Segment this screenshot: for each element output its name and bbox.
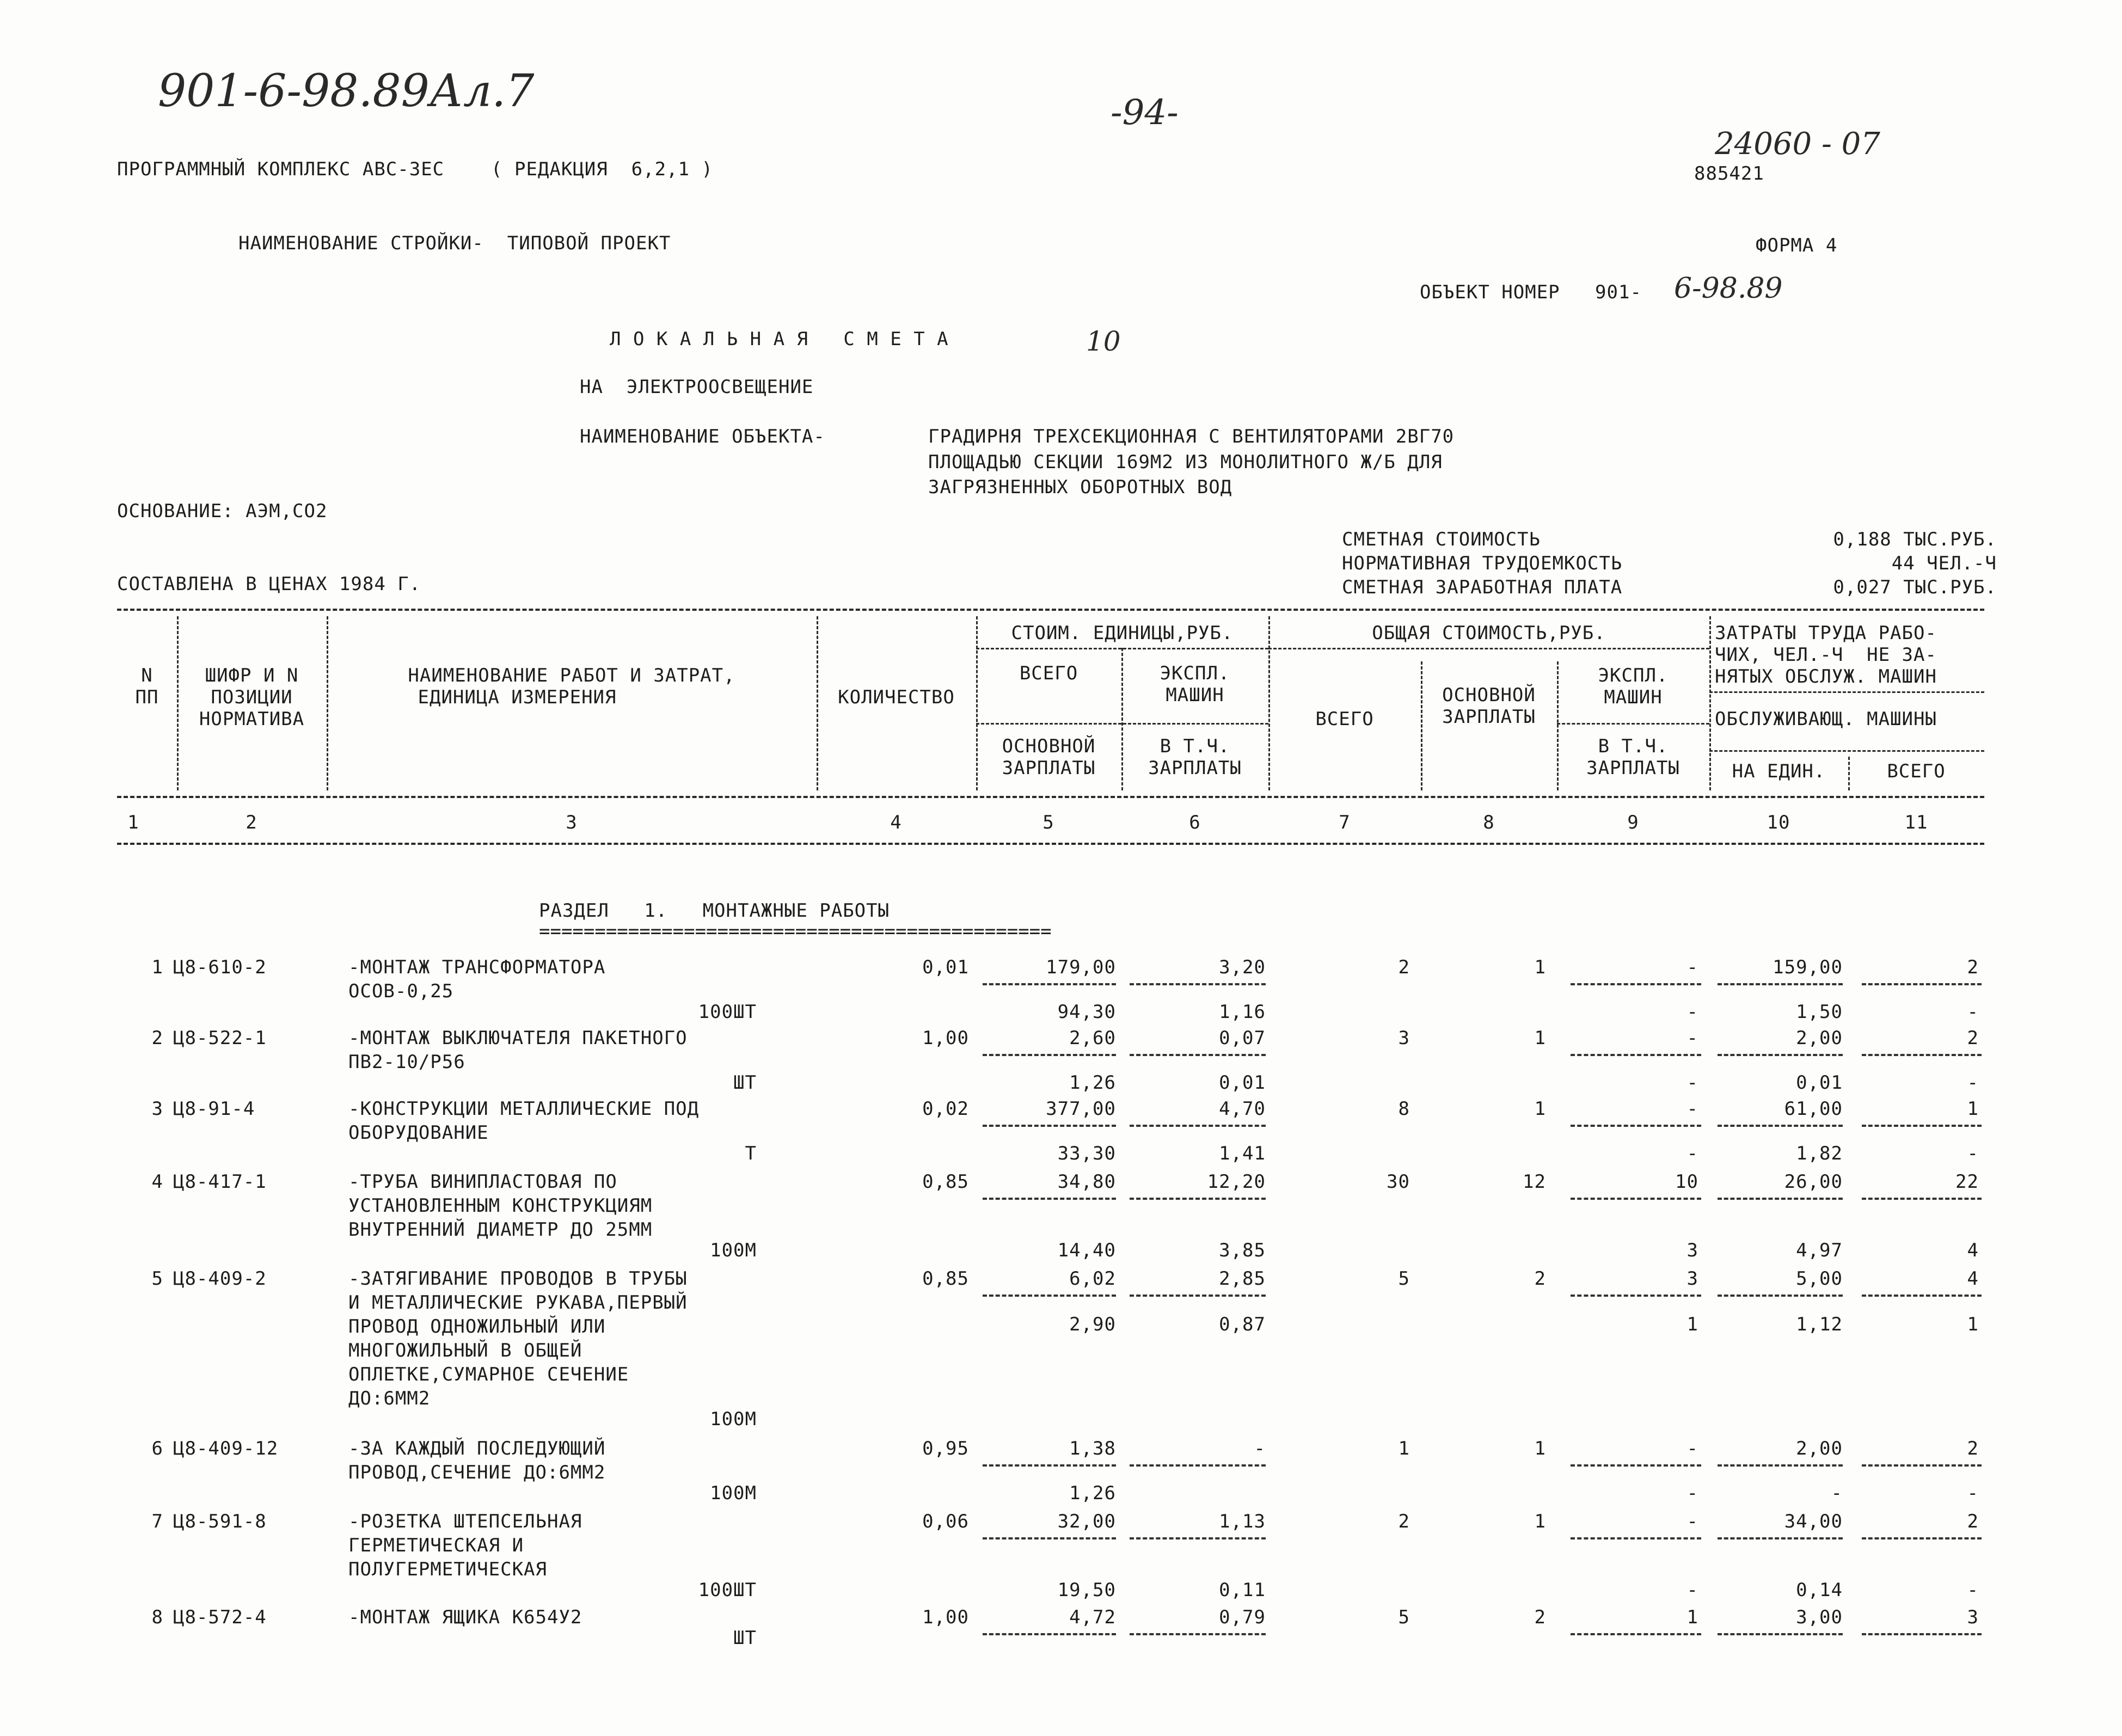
row-quantity: 0,85 — [922, 1171, 969, 1193]
row-labor-unit: 2,00 — [1796, 1438, 1843, 1459]
col4-header: КОЛИЧЕСТВО — [838, 686, 955, 708]
column-number: 8 — [1483, 812, 1495, 833]
cell-underline — [1718, 1295, 1843, 1297]
row-name-line: ОПЛЕТКЕ,СУМАРНОЕ СЕЧЕНИЕ — [348, 1364, 629, 1385]
row-code: Ц8-591-8 — [173, 1511, 267, 1532]
row-unit-wage: 2,90 — [1069, 1314, 1116, 1335]
unit-mach-wage-header-1: В Т.Ч. — [1160, 735, 1230, 757]
row-labor-machines-unit: 0,01 — [1796, 1072, 1843, 1094]
row-unit: Т — [745, 1143, 757, 1164]
row-total-mach-wage: - — [1686, 1143, 1698, 1164]
row-total-all: 3 — [1398, 1027, 1410, 1049]
unit-cost-header: СТОИМ. ЕДИНИЦЫ,РУБ. — [1011, 622, 1234, 644]
program-line: ПРОГРАММНЫЙ КОМПЛЕКС АВС-3ЕС ( РЕДАКЦИЯ 6,2,1 ) — [117, 158, 713, 180]
cell-underline — [983, 1464, 1116, 1467]
row-code: Ц8-417-1 — [173, 1171, 267, 1193]
cell-underline — [1130, 1295, 1266, 1297]
row-labor-unit: 2,00 — [1796, 1027, 1843, 1049]
row-unit-machines: 2,85 — [1219, 1268, 1266, 1290]
column-number: 7 — [1339, 812, 1351, 833]
handwritten-project-code: 901-6-98.89Ал.7 — [158, 65, 535, 117]
row-total-all: 5 — [1398, 1268, 1410, 1290]
section-underline: ============================================== — [539, 921, 1052, 942]
column-number: 9 — [1627, 812, 1639, 833]
handwritten-object-suffix: 6-98.89 — [1674, 272, 1783, 305]
row-total-machines: - — [1686, 1027, 1698, 1049]
row-name-line: ПРОВОД,СЕЧЕНИЕ ДО:6ММ2 — [348, 1462, 606, 1483]
cell-underline — [1571, 1633, 1701, 1635]
row-unit-wage: 19,50 — [1057, 1579, 1116, 1601]
row-unit-machines: 1,13 — [1219, 1511, 1266, 1532]
object-name-line-2: ПЛОЩАДЬЮ СЕКЦИИ 169М2 ИЗ МОНОЛИТНОГО Ж/Б ДЛЯ — [928, 451, 1443, 473]
cell-underline — [1718, 1125, 1843, 1127]
row-unit-mach-wage: 3,85 — [1219, 1240, 1266, 1261]
cell-underline — [1862, 1537, 1982, 1539]
summary-label-cost: СМЕТНАЯ СТОИМОСТЬ — [1342, 529, 1541, 550]
row-labor-total: 2 — [1967, 1027, 1979, 1049]
row-name-line: ПРОВОД ОДНОЖИЛЬНЫЙ ИЛИ — [348, 1316, 606, 1338]
tot-mach-header-2: МАШИН — [1604, 686, 1663, 708]
row-code: Ц8-610-2 — [173, 956, 267, 978]
row-name-line: ПОЛУГЕРМЕТИЧЕСКАЯ — [348, 1559, 547, 1580]
cell-underline — [1571, 983, 1701, 985]
header-divider — [1268, 648, 1709, 649]
row-labor-machines-total: - — [1967, 1143, 1979, 1164]
document-title: Л О К А Л Ь Н А Я С М Е Т А — [610, 328, 949, 350]
row-unit-total: 2,60 — [1069, 1027, 1116, 1049]
row-total-all: 30 — [1387, 1171, 1410, 1193]
row-total-machines: 10 — [1675, 1171, 1698, 1193]
row-name-line: -ЗАТЯГИВАНИЕ ПРОВОДОВ В ТРУБЫ — [348, 1268, 688, 1290]
row-code: Ц8-522-1 — [173, 1027, 267, 1049]
cell-underline — [1718, 1633, 1843, 1635]
column-number: 2 — [246, 812, 257, 833]
row-unit-machines: 12,20 — [1207, 1171, 1266, 1193]
row-unit-total: 179,00 — [1046, 956, 1116, 978]
program-code: 885421 — [1694, 163, 1764, 185]
row-total-all: 2 — [1398, 956, 1410, 978]
row-labor-machines-unit: 0,14 — [1796, 1579, 1843, 1601]
tot-wage-header-1: ОСНОВНОЙ — [1442, 684, 1536, 706]
section-title: РАЗДЕЛ 1. МОНТАЖНЫЕ РАБОТЫ — [539, 900, 890, 922]
row-number: 8 — [151, 1606, 163, 1628]
cell-underline — [1862, 1054, 1982, 1056]
row-total-wage: 1 — [1534, 1027, 1546, 1049]
row-labor-machines-total: - — [1967, 1579, 1979, 1601]
object-name-line-1: ГРАДИРНЯ ТРЕХСЕКЦИОННАЯ С ВЕНТИЛЯТОРАМИ 2ВГ70 — [928, 426, 1455, 447]
row-total-mach-wage: - — [1686, 1579, 1698, 1601]
row-code: Ц8-572-4 — [173, 1606, 267, 1628]
row-quantity: 0,85 — [922, 1268, 969, 1290]
row-labor-machines-unit: 1,82 — [1796, 1143, 1843, 1164]
row-name-line: -МОНТАЖ ТРАНСФОРМАТОРА — [348, 956, 606, 978]
row-total-wage: 2 — [1534, 1606, 1546, 1628]
row-unit: 100М — [710, 1482, 757, 1504]
row-quantity: 0,95 — [922, 1438, 969, 1459]
row-total-mach-wage: - — [1686, 1482, 1698, 1504]
row-total-all: 2 — [1398, 1511, 1410, 1532]
handwritten-smeta-number: 10 — [1086, 326, 1121, 357]
cell-underline — [983, 1295, 1116, 1297]
column-number: 3 — [566, 812, 578, 833]
tot-all-header: ВСЕГО — [1315, 708, 1374, 730]
row-unit-wage: 1,26 — [1069, 1072, 1116, 1094]
col2-header-2: ПОЗИЦИИ — [211, 686, 293, 708]
column-number: 4 — [890, 812, 902, 833]
header-divider — [976, 723, 1268, 725]
row-total-machines: - — [1686, 1511, 1698, 1532]
row-total-wage: 1 — [1534, 1438, 1546, 1459]
row-total-machines: 3 — [1686, 1268, 1698, 1290]
row-number: 4 — [151, 1171, 163, 1193]
unit-mach-wage-header-2: ЗАРПЛАТЫ — [1148, 757, 1242, 779]
labor-machines-header: ОБСЛУЖИВАЮЩ. МАШИНЫ — [1715, 708, 1937, 730]
row-labor-unit: 3,00 — [1796, 1606, 1843, 1628]
row-labor-unit: 159,00 — [1773, 956, 1843, 978]
row-unit-total: 4,72 — [1069, 1606, 1116, 1628]
col3-header-2: ЕДИНИЦА ИЗМЕРЕНИЯ — [418, 686, 617, 708]
row-number: 5 — [151, 1268, 163, 1290]
row-labor-total: 22 — [1955, 1171, 1979, 1193]
tot-wage-header-2: ЗАРПЛАТЫ — [1442, 706, 1536, 728]
col2-header-3: НОРМАТИВА — [199, 708, 305, 730]
labor-header-1: ЗАТРАТЫ ТРУДА РАБО- — [1715, 622, 1937, 644]
row-quantity: 0,01 — [922, 956, 969, 978]
col1-header-1: N — [141, 665, 153, 686]
row-unit-machines: 4,70 — [1219, 1098, 1266, 1120]
row-labor-total: 2 — [1967, 1438, 1979, 1459]
cell-underline — [1718, 1054, 1843, 1056]
row-labor-machines-total: - — [1967, 1001, 1979, 1023]
cell-underline — [1862, 1633, 1982, 1635]
object-number-label: ОБЪЕКТ НОМЕР 901- — [1420, 281, 1642, 303]
cell-underline — [1718, 1537, 1843, 1539]
row-unit-total: 32,00 — [1057, 1511, 1116, 1532]
column-numbers-rule — [117, 843, 1984, 845]
unit-wage-header-2: ЗАРПЛАТЫ — [1002, 757, 1096, 779]
labor-unit-header: НА ЕДИН. — [1732, 760, 1826, 782]
cell-underline — [1718, 1198, 1843, 1200]
handwritten-page-number: -94- — [1111, 93, 1179, 133]
unit-total-header: ВСЕГО — [1019, 662, 1078, 684]
cell-underline — [983, 1537, 1116, 1539]
row-unit-mach-wage: 0,01 — [1219, 1072, 1266, 1094]
summary-value-labor: 44 ЧЕЛ.-Ч — [1891, 553, 1997, 574]
cell-underline — [1130, 983, 1266, 985]
cell-underline — [983, 1633, 1116, 1635]
cell-underline — [1862, 1464, 1982, 1467]
row-unit-mach-wage: 1,16 — [1219, 1001, 1266, 1023]
cell-underline — [983, 1054, 1116, 1056]
row-number: 6 — [151, 1438, 163, 1459]
row-labor-unit: 34,00 — [1784, 1511, 1843, 1532]
row-unit-machines: - — [1254, 1438, 1266, 1459]
row-unit-wage: 14,40 — [1057, 1240, 1116, 1261]
object-name-label: НАИМЕНОВАНИЕ ОБЪЕКТА- — [580, 426, 825, 447]
row-total-mach-wage: - — [1686, 1001, 1698, 1023]
row-total-wage: 1 — [1534, 1511, 1546, 1532]
row-unit-wage: 33,30 — [1057, 1143, 1116, 1164]
row-labor-machines-unit: 1,50 — [1796, 1001, 1843, 1023]
row-name-line: ВНУТРЕННИЙ ДИАМЕТР ДО 25ММ — [348, 1219, 653, 1241]
row-labor-machines-total: - — [1967, 1482, 1979, 1504]
row-total-wage: 2 — [1534, 1268, 1546, 1290]
row-unit-total: 6,02 — [1069, 1268, 1116, 1290]
cell-underline — [983, 983, 1116, 985]
labor-header-2: ЧИХ, ЧЕЛ.-Ч НЕ ЗА- — [1715, 644, 1937, 666]
cell-underline — [1130, 1633, 1266, 1635]
basis-line: ОСНОВАНИЕ: АЭМ,СО2 — [117, 500, 328, 522]
row-unit: ШТ — [733, 1072, 757, 1094]
tot-mach-wage-header-1: В Т.Ч. — [1598, 735, 1669, 757]
cell-underline — [1571, 1198, 1701, 1200]
row-name-line: МНОГОЖИЛЬНЫЙ В ОБЩЕЙ — [348, 1340, 582, 1361]
row-unit-wage: 1,26 — [1069, 1482, 1116, 1504]
row-total-wage: 1 — [1534, 1098, 1546, 1120]
row-name-line: ОСОВ-0,25 — [348, 980, 454, 1002]
row-unit-total: 34,80 — [1057, 1171, 1116, 1193]
row-name-line: И МЕТАЛЛИЧЕСКИЕ РУКАВА,ПЕРВЫЙ — [348, 1292, 688, 1314]
row-labor-machines-unit: 1,12 — [1796, 1314, 1843, 1335]
row-name-line: УСТАНОВЛЕННЫМ КОНСТРУКЦИЯМ — [348, 1195, 653, 1217]
row-total-wage: 12 — [1523, 1171, 1546, 1193]
cell-underline — [1862, 1125, 1982, 1127]
row-total-mach-wage: - — [1686, 1072, 1698, 1094]
cell-underline — [1862, 1295, 1982, 1297]
column-number: 5 — [1042, 812, 1054, 833]
row-total-all: 8 — [1398, 1098, 1410, 1120]
unit-wage-header-1: ОСНОВНОЙ — [1002, 735, 1096, 757]
row-total-all: 1 — [1398, 1438, 1410, 1459]
row-unit-machines: 3,20 — [1219, 956, 1266, 978]
row-unit-mach-wage: 0,11 — [1219, 1579, 1266, 1601]
row-name-line: -МОНТАЖ ВЫКЛЮЧАТЕЛЯ ПАКЕТНОГО — [348, 1027, 688, 1049]
row-number: 1 — [151, 956, 163, 978]
row-total-mach-wage: 3 — [1686, 1240, 1698, 1261]
header-divider — [976, 648, 1268, 649]
col2-header-1: ШИФР И N — [205, 665, 299, 686]
row-name-line: -МОНТАЖ ЯЩИКА К654У2 — [348, 1606, 582, 1628]
labor-total-header: ВСЕГО — [1887, 760, 1946, 782]
row-name-line: -ЗА КАЖДЫЙ ПОСЛЕДУЮЩИЙ — [348, 1438, 606, 1459]
summary-label-wage: СМЕТНАЯ ЗАРАБОТНАЯ ПЛАТА — [1342, 576, 1623, 598]
row-unit: 100М — [710, 1240, 757, 1261]
cell-underline — [1862, 983, 1982, 985]
row-number: 3 — [151, 1098, 163, 1120]
row-unit: 100ШТ — [698, 1579, 757, 1601]
cell-underline — [983, 1198, 1116, 1200]
row-total-machines: - — [1686, 1098, 1698, 1120]
col3-header-1: НАИМЕНОВАНИЕ РАБОТ И ЗАТРАТ, — [408, 665, 735, 686]
column-number: 10 — [1767, 812, 1790, 833]
row-quantity: 0,02 — [922, 1098, 969, 1120]
row-labor-machines-unit: - — [1831, 1482, 1843, 1504]
cell-underline — [1130, 1125, 1266, 1127]
row-quantity: 0,06 — [922, 1511, 969, 1532]
unit-mach-header-1: ЭКСПЛ. — [1160, 662, 1230, 684]
row-labor-machines-total: - — [1967, 1072, 1979, 1094]
tot-mach-wage-header-2: ЗАРПЛАТЫ — [1586, 757, 1680, 779]
row-labor-unit: 61,00 — [1784, 1098, 1843, 1120]
header-divider — [1557, 723, 1709, 725]
row-name-line: -КОНСТРУКЦИИ МЕТАЛЛИЧЕСКИЕ ПОД — [348, 1098, 700, 1120]
tot-mach-header-1: ЭКСПЛ. — [1598, 665, 1669, 686]
labor-header-3: НЯТЫХ ОБСЛУЖ. МАШИН — [1715, 666, 1937, 688]
unit-mach-header-2: МАШИН — [1166, 684, 1224, 706]
column-number: 11 — [1904, 812, 1928, 833]
row-name-line: ПВ2-10/Р56 — [348, 1051, 465, 1073]
column-number: 1 — [127, 812, 139, 833]
row-code: Ц8-91-4 — [173, 1098, 255, 1120]
row-name-line: ГЕРМЕТИЧЕСКАЯ И — [348, 1535, 524, 1556]
cell-underline — [1862, 1198, 1982, 1200]
row-labor-total: 2 — [1967, 956, 1979, 978]
cell-underline — [1130, 1054, 1266, 1056]
row-number: 7 — [151, 1511, 163, 1532]
header-bottom-rule — [117, 796, 1984, 798]
table-top-rule — [117, 609, 1984, 611]
row-unit-mach-wage: 0,87 — [1219, 1314, 1266, 1335]
row-code: Ц8-409-12 — [173, 1438, 279, 1459]
row-name-line: -РОЗЕТКА ШТЕПСЕЛЬНАЯ — [348, 1511, 582, 1532]
row-unit-total: 1,38 — [1069, 1438, 1116, 1459]
handwritten-doc-number: 24060 - 07 — [1715, 126, 1880, 162]
cell-underline — [1718, 1464, 1843, 1467]
cell-underline — [1571, 1295, 1701, 1297]
total-cost-header: ОБЩАЯ СТОИМОСТЬ,РУБ. — [1372, 622, 1606, 644]
row-unit-mach-wage: 1,41 — [1219, 1143, 1266, 1164]
cell-underline — [1130, 1198, 1266, 1200]
document-subtitle: НА ЭЛЕКТРООСВЕЩЕНИЕ — [580, 376, 814, 398]
row-labor-total: 1 — [1967, 1098, 1979, 1120]
row-unit: ШТ — [733, 1627, 757, 1649]
header-divider — [1709, 750, 1984, 752]
summary-value-cost: 0,188 ТЫС.РУБ. — [1833, 529, 1997, 550]
cell-underline — [1718, 983, 1843, 985]
row-name-line: -ТРУБА ВИНИПЛАСТОВАЯ ПО — [348, 1171, 617, 1193]
column-number: 6 — [1189, 812, 1201, 833]
row-labor-machines-total: 4 — [1967, 1240, 1979, 1261]
row-number: 2 — [151, 1027, 163, 1049]
cell-underline — [1571, 1054, 1701, 1056]
row-total-wage: 1 — [1534, 956, 1546, 978]
cell-underline — [1571, 1537, 1701, 1539]
row-total-machines: 1 — [1686, 1606, 1698, 1628]
object-name-line-3: ЗАГРЯЗНЕННЫХ ОБОРОТНЫХ ВОД — [928, 476, 1232, 498]
row-labor-total: 2 — [1967, 1511, 1979, 1532]
row-total-all: 5 — [1398, 1606, 1410, 1628]
header-divider — [1709, 691, 1984, 693]
row-quantity: 1,00 — [922, 1027, 969, 1049]
cell-underline — [1571, 1125, 1701, 1127]
cell-underline — [1571, 1464, 1701, 1467]
summary-value-wage: 0,027 ТЫС.РУБ. — [1833, 576, 1997, 598]
row-labor-total: 4 — [1967, 1268, 1979, 1290]
row-labor-total: 3 — [1967, 1606, 1979, 1628]
row-unit: 100М — [710, 1408, 757, 1430]
construction-name: НАИМЕНОВАНИЕ СТРОЙКИ- ТИПОВОЙ ПРОЕКТ — [238, 232, 671, 254]
prices-line: СОСТАВЛЕНА В ЦЕНАХ 1984 Г. — [117, 573, 421, 595]
row-name-line: ОБОРУДОВАНИЕ — [348, 1122, 489, 1144]
form-label: ФОРМА 4 — [1756, 235, 1838, 256]
row-labor-machines-total: 1 — [1967, 1314, 1979, 1335]
row-unit-wage: 94,30 — [1057, 1001, 1116, 1023]
row-unit-machines: 0,79 — [1219, 1606, 1266, 1628]
row-quantity: 1,00 — [922, 1606, 969, 1628]
row-unit: 100ШТ — [698, 1001, 757, 1023]
row-total-machines: - — [1686, 1438, 1698, 1459]
col1-header-2: ПП — [135, 686, 159, 708]
cell-underline — [983, 1125, 1116, 1127]
row-labor-unit: 26,00 — [1784, 1171, 1843, 1193]
row-total-mach-wage: 1 — [1686, 1314, 1698, 1335]
row-total-machines: - — [1686, 956, 1698, 978]
row-labor-machines-unit: 4,97 — [1796, 1240, 1843, 1261]
row-unit-machines: 0,07 — [1219, 1027, 1266, 1049]
row-unit-total: 377,00 — [1046, 1098, 1116, 1120]
cell-underline — [1130, 1464, 1266, 1467]
row-name-line: ДО:6ММ2 — [348, 1388, 431, 1409]
cell-underline — [1130, 1537, 1266, 1539]
row-code: Ц8-409-2 — [173, 1268, 267, 1290]
row-labor-unit: 5,00 — [1796, 1268, 1843, 1290]
summary-label-labor: НОРМАТИВНАЯ ТРУДОЕМКОСТЬ — [1342, 553, 1623, 574]
